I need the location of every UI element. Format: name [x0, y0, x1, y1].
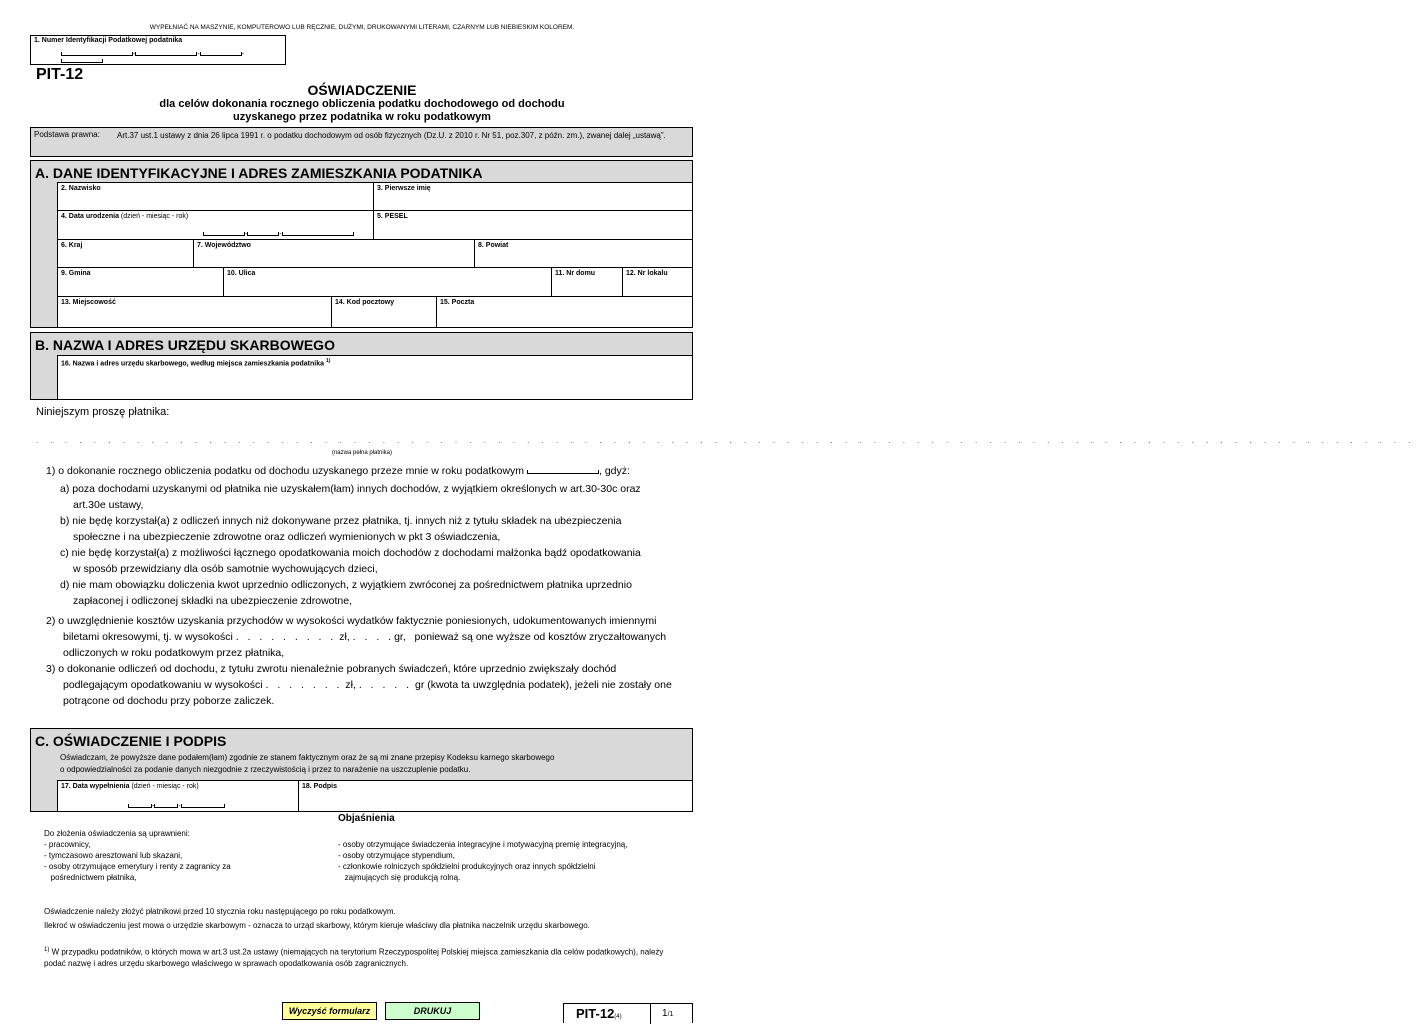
item-3-cont: podlegającym opodatkowaniu w wysokości . . . . . . . zł, . . . . . gr (kwota ta uwzględnia podatek), jeżeli nie zostały one	[63, 679, 672, 691]
item-3-cont2: potrącone od dochodu przy poborze zaliczek.	[63, 695, 275, 707]
note-1: Oświadczenie należy złożyć płatnikowi przed 10 stycznia roku następującego po roku podatkowym.	[44, 907, 396, 916]
form-subtitle-1: dla celów dokonania rocznego obliczenia podatku dochodowego od dochodu	[159, 98, 565, 110]
field-16-label: 16. Nazwa i adres urzędu skarbowego, według miejsca zamieszkania podatnika $^{1)}$	[61, 358, 331, 368]
item-1d-cont: zapłaconej i odliczonej składki na ubezpieczenie zdrowotne,	[73, 595, 353, 607]
field-10-label: 10. Ulica	[227, 270, 256, 277]
explanations-left-1: - pracownicy,	[44, 840, 91, 849]
field-18-signature[interactable]	[298, 780, 693, 812]
field-8-district[interactable]	[474, 239, 693, 268]
field-6-label: 6. Kraj	[61, 242, 83, 249]
legal-basis-box	[30, 127, 693, 157]
explanations-left-3: - osoby otrzymujące emerytury i renty z zagranicy za	[44, 862, 231, 871]
field-12-apartment-no[interactable]	[622, 267, 693, 297]
top-instruction: WYPEŁNIAĆ NA MASZYNIE, KOMPUTEROWO LUB RĘCZNIE, DUŻYMI, DRUKOWANYMI LITERAMI, CZARNYM LUB NIEBIESKIM KOLOREM.	[149, 24, 575, 31]
item-3: 3) o dokonanie odliczeń od dochodu, z tytułu zwrotu nienależnie pobranych świadczeń, które uprzednio zwiększały dochód	[46, 663, 617, 675]
field-4-segments: - -	[203, 231, 354, 238]
field-4-birth-date[interactable]	[57, 210, 374, 240]
item-1: 1) o dokonanie rocznego obliczenia podatku od dochodu uzyskanego przeze mnie w roku podatkowym , gdyż:	[46, 465, 630, 477]
field-12-label: 12. Nr lokalu	[626, 270, 668, 277]
payer-hint: (nazwa pełna płatnika)	[331, 450, 393, 456]
field-15-post-office[interactable]	[436, 296, 693, 328]
explanations-left-4: pośrednictwem płatnika,	[44, 873, 137, 882]
declaration-line-1: Oświadczam, że powyższe dane podałem(łam) zgodnie ze stanem faktycznym oraz że są mi znane przepisy Kodeksu karnego skarbowego	[60, 753, 555, 762]
explanations-right-3: - członkowie rolniczych spółdzielni produkcyjnych oraz innych spółdzielni	[338, 862, 596, 871]
item-1b-cont: społeczne i na ubezpieczenie zdrowotne oraz odliczeń wymienionych w pkt 3 oświadczenia,	[73, 531, 501, 543]
field-8-label: 8. Powiat	[478, 242, 509, 249]
item-1d: d) nie mam obowiązku doliczenia kwot uprzednio odliczonych, z wyjątkiem zwróconej za pośrednictwem płatnika uprzednio	[60, 579, 632, 591]
field-2-surname[interactable]	[57, 182, 374, 211]
form-subtitle-2: uzyskanego przez podatnika w roku podatkowym	[233, 111, 491, 123]
item-1c-cont: w sposób przewidziany dla osób samotnie wychowujących dzieci,	[73, 563, 378, 575]
field-2-label: 2. Nazwisko	[61, 185, 101, 192]
explanations-left-2: - tymczasowo aresztowani lub skazani,	[44, 851, 183, 860]
section-a-title: A. DANE IDENTYFIKACYJNE I ADRES ZAMIESZKANIA PODATNIKA	[35, 165, 483, 181]
form-title: OŚWIADCZENIE	[307, 82, 417, 98]
footer-page: 1/1	[662, 1008, 674, 1019]
field-5-pesel[interactable]	[373, 210, 693, 240]
field-3-first-name[interactable]	[373, 182, 693, 211]
footer-code-box	[563, 1003, 693, 1023]
field-14-label: 14. Kod pocztowy	[335, 299, 395, 306]
footer-code: PIT-12(4)	[576, 1006, 622, 1021]
nip-label: 1. Numer Identyfikacji Podatkowej podatnika	[34, 37, 183, 44]
field-17-fill-date[interactable]	[57, 780, 299, 812]
field-4-label: 4. Data urodzenia (dzień - miesiąc - rok)	[61, 213, 189, 220]
payer-name-dots[interactable]: . . . . . . . . . . . . . . . . . . . . . . . . . . . . . . . . . . . . . . . . . . . . . . . . . . . . . . . . . . . . . . . . . . . . . . . . . . . . . . . . . . . . . . . . . . . . . . . .	[36, 436, 1416, 445]
legal-basis-label: Podstawa prawna:	[34, 130, 100, 139]
field-17-label: 17. Data wypełnienia (dzień - miesiąc - rok)	[61, 783, 199, 790]
field-15-label: 15. Poczta	[440, 299, 475, 306]
field-11-house-no[interactable]	[551, 267, 623, 297]
field-14-postal-code[interactable]	[331, 296, 437, 328]
section-b-title: B. NAZWA I ADRES URZĘDU SKARBOWEGO	[35, 337, 335, 353]
item-2-cont2: odliczonych w roku podatkowym przez płatnika,	[63, 647, 285, 659]
field-9-label: 9. Gmina	[61, 270, 91, 277]
explanations-title: Objaśnienia	[338, 813, 395, 824]
field-9-commune[interactable]	[57, 267, 224, 297]
declaration-line-2: o odpowiedzialności za podanie danych niezgodnie z rzeczywistością i przez to narażenie na uszczuplenie podatku.	[60, 765, 471, 774]
field-6-country[interactable]	[57, 239, 194, 268]
field-7-label: 7. Województwo	[197, 242, 251, 249]
field-11-label: 11. Nr domu	[555, 270, 596, 277]
explanations-right-4: zajmujących się produkcją rolną.	[338, 873, 461, 882]
field-7-voivodeship[interactable]	[193, 239, 475, 268]
field-5-label: 5. PESEL	[377, 213, 408, 220]
item-1b: b) nie będę korzystał(a) z odliczeń innych niż dokonywane przez płatnika, tj. innych niż z tytułu składek na ubezpieczenia	[60, 515, 622, 527]
field-18-label: 18. Podpis	[302, 783, 338, 790]
form-code: PIT-12	[36, 66, 84, 83]
field-10-street[interactable]	[223, 267, 552, 297]
field-13-label: 13. Miejscowość	[61, 299, 116, 306]
nip-segments: - - -	[61, 51, 285, 65]
legal-basis-text: Art.37 ust.1 ustawy z dnia 26 lipca 1991 r. o podatku dochodowym od osób fizycznych (Dz.U. z 2010 r. Nr 51, poz.307, z późn. zm.), zwanej dalej „ustawą”.	[117, 131, 666, 140]
explanations-right-2: - osoby otrzymujące stypendium,	[338, 851, 455, 860]
clear-form-button[interactable]: Wyczyść formularz	[282, 1002, 377, 1020]
field-17-segments: - -	[128, 803, 225, 810]
field-3-label: 3. Pierwsze imię	[377, 185, 431, 192]
footnote: $^{1)}$ W przypadku podatników, o których mowa w art.3 ust.2a ustawy (niemających na terytorium Rzeczypospolitej Polskiej miejsca zamieszkania dla celów podatkowych), należy podać nazwę i adres urzędu skarbowego właściwego w sprawach opodatkowania osób zagranicznych.	[44, 947, 664, 968]
item-1a: a) poza dochodami uzyskanymi od płatnika nie uzyskałem(łam) innych dochodów, z wyjątkiem określonych w art.30-30c oraz	[60, 483, 641, 495]
item-2-cont: biletami okresowymi, tj. w wysokości . . . . . . . . . zł, . . . .gr, ponieważ są one wyższe od kosztów zryczałtowanych	[63, 631, 667, 643]
explanations-intro: Do złożenia oświadczenia są uprawnieni:	[44, 829, 190, 838]
note-2: Ilekroć w oświadczeniu jest mowa o urzędzie skarbowym - oznacza to urząd skarbowy, którym kieruje właściwy dla płatnika naczelnik urzędu skarbowego.	[44, 921, 590, 930]
item-1a-cont: art.30e ustawy,	[73, 499, 144, 511]
item-1c: c) nie będę korzystał(a) z możliwości łącznego opodatkowania moich dochodów z dochodami małżonka bądź opodatkowania	[60, 547, 641, 559]
explanations-right-1: - osoby otrzymujące świadczenia integracyjne i motywacyjną premię integracyjną,	[338, 840, 628, 849]
section-c-title: C. OŚWIADCZENIE I PODPIS	[35, 733, 227, 749]
field-16-tax-office[interactable]	[57, 355, 693, 400]
print-button[interactable]: DRUKUJ	[385, 1002, 480, 1020]
field-13-city[interactable]	[57, 296, 332, 328]
nip-box[interactable]	[30, 35, 286, 65]
request-text: Niniejszym proszę płatnika:	[36, 406, 170, 418]
item-2: 2) o uwzględnienie kosztów uzyskania przychodów w wysokości wydatków faktycznie poniesionych, udokumentowanych imiennymi	[46, 615, 657, 627]
